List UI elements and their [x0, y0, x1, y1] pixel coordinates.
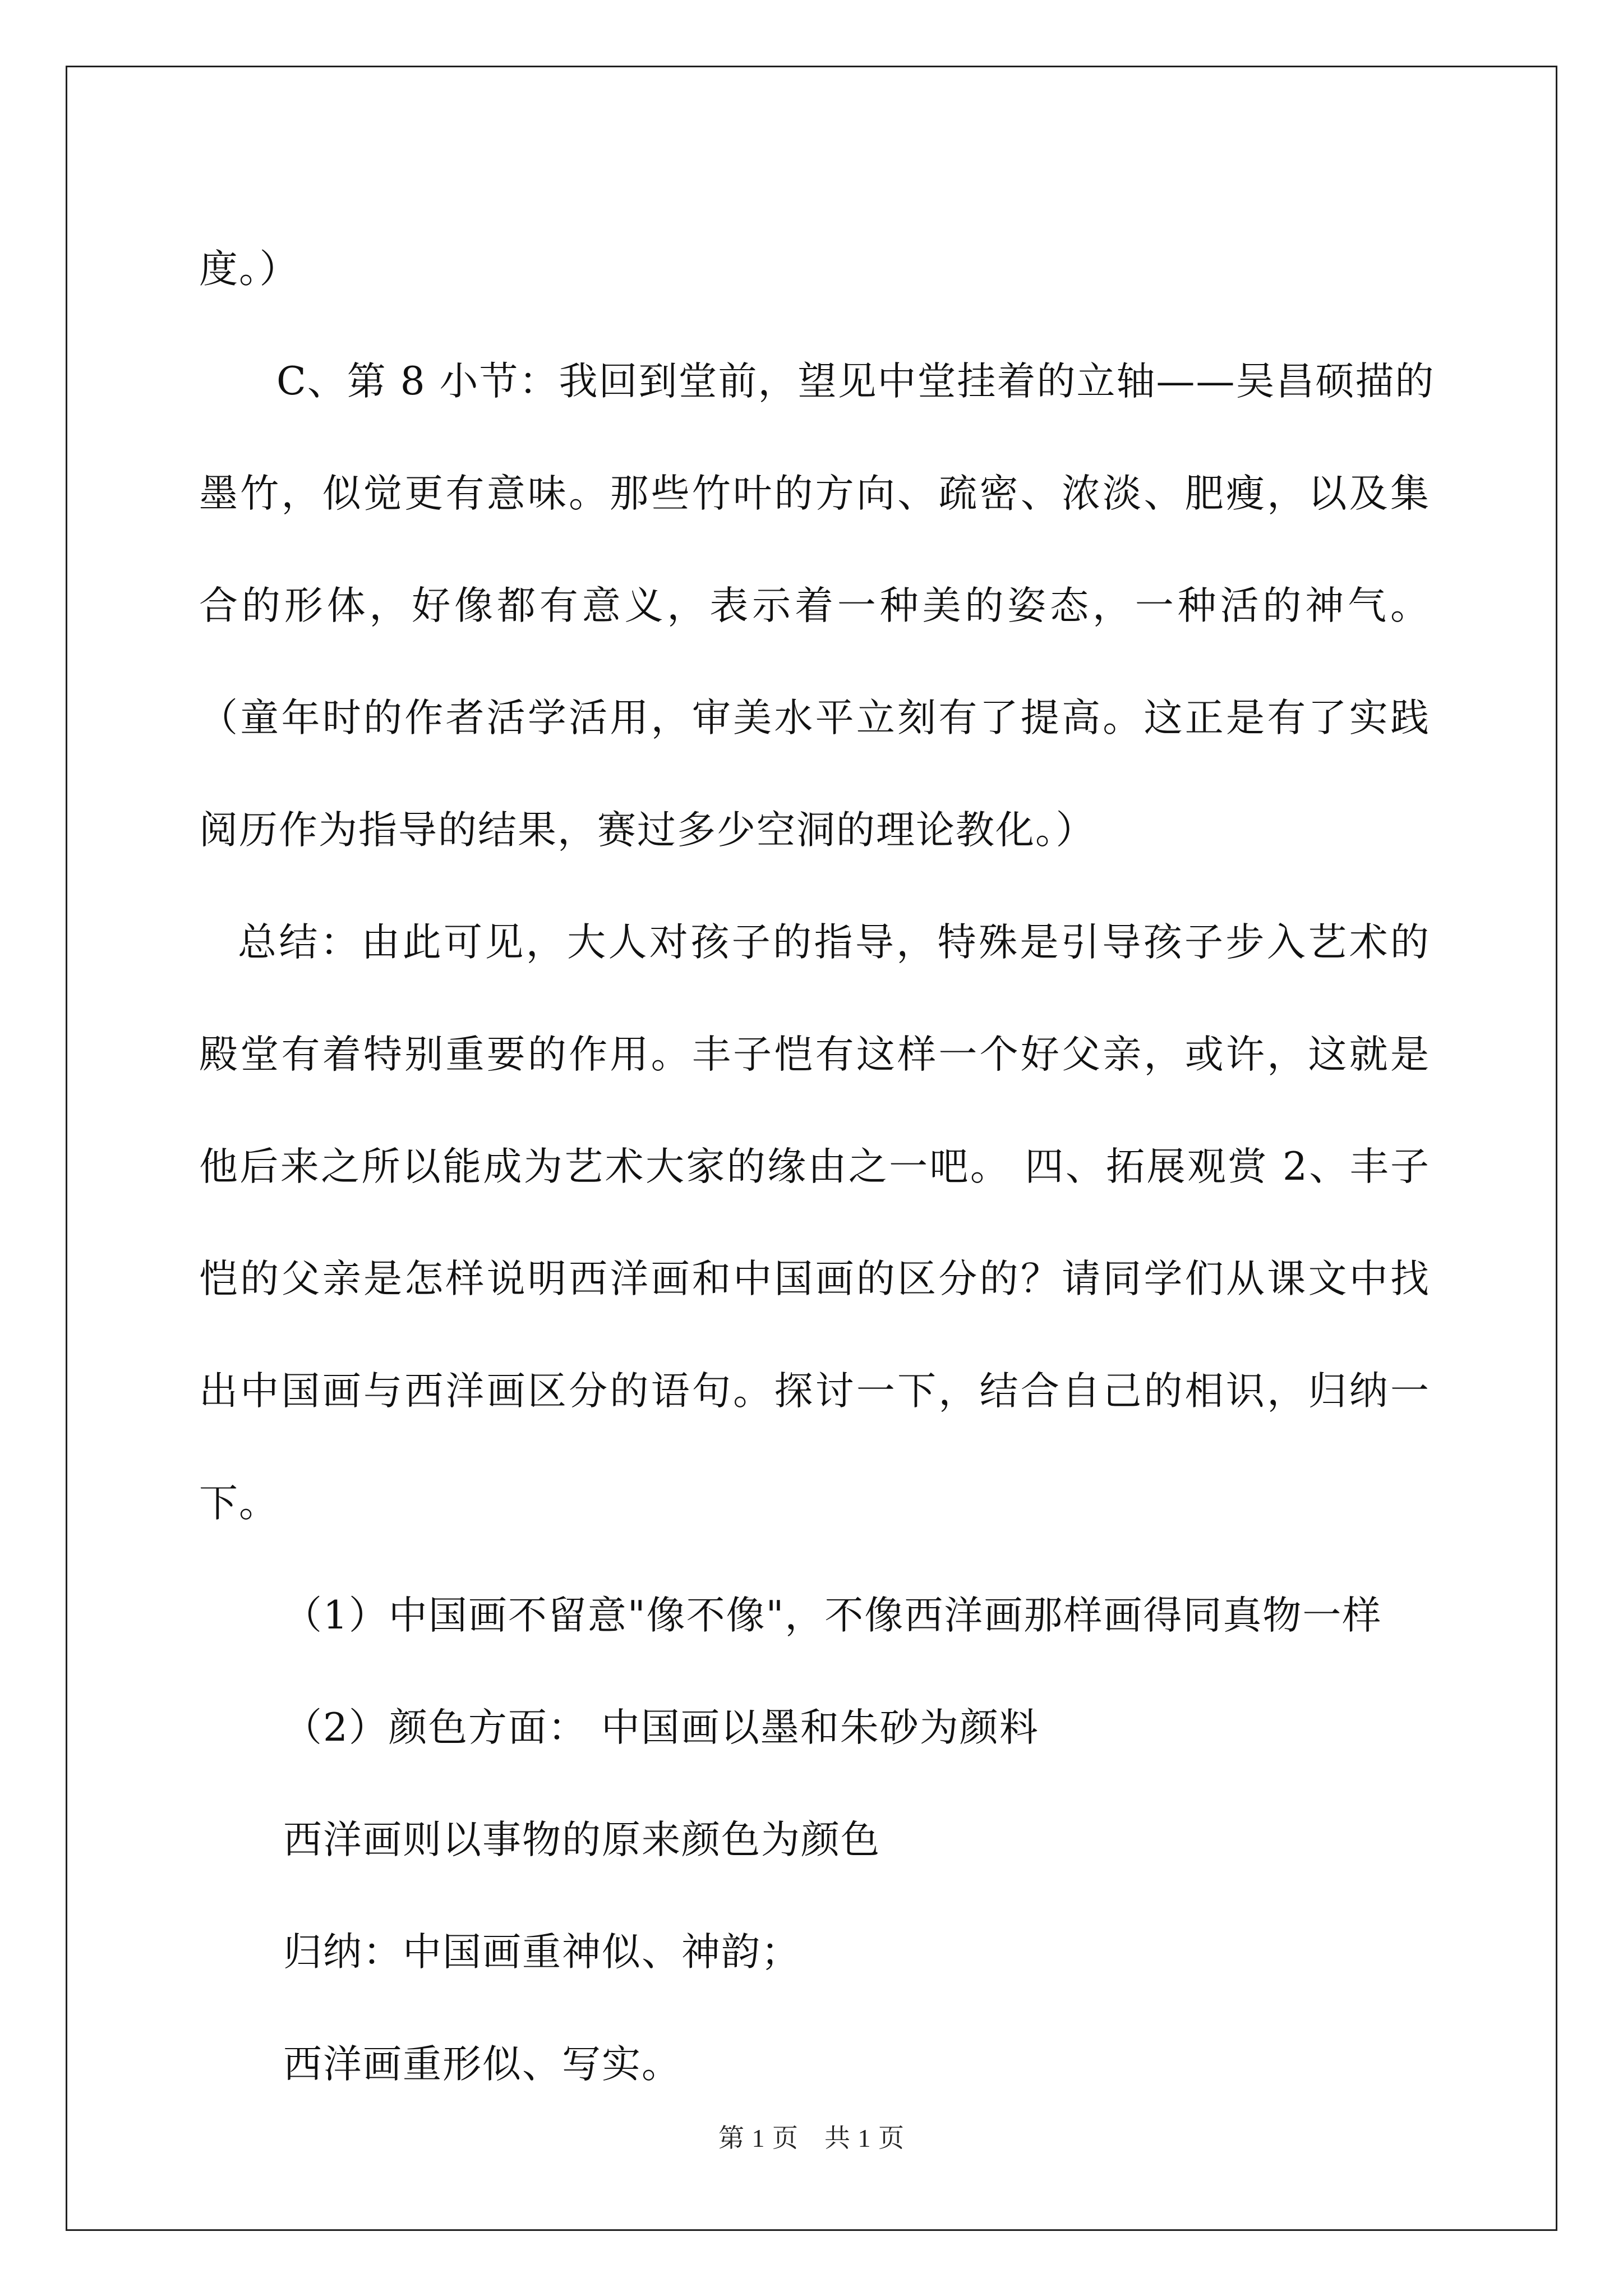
- text-line: 墨竹，似觉更有意味。那些竹叶的方向、疏密、浓淡、肥瘦，以及集: [199, 471, 1430, 516]
- text-line: 度。）: [199, 247, 299, 292]
- text-line: 西洋画重形似、写实。: [283, 2042, 681, 2087]
- text-line: 总结：由此可见，大人对孩子的指导，特殊是引导孩子步入艺术的: [238, 920, 1430, 965]
- page-number: 第 1 页: [718, 2124, 799, 2152]
- text-line: 出中国画与西洋画区分的语句。探讨一下，结合自己的相识，归纳一: [199, 1369, 1430, 1414]
- page-total: 共 1 页: [824, 2124, 905, 2152]
- text-line: 殿堂有着特别重要的作用。丰子恺有这样一个好父亲，或许，这就是: [199, 1032, 1430, 1077]
- document-body: [199, 213, 1435, 2120]
- text-line: 合的形体，好像都有意义，表示着一种美的姿态，一种活的神气。: [199, 583, 1430, 628]
- text-line: 恺的父亲是怎样说明西洋画和中国画的区分的？请同学们从课文中找: [199, 1257, 1430, 1301]
- text-line: （2）颜色方面： 中国画以墨和朱砂为颜料: [283, 1705, 1039, 1750]
- page-footer: [0, 2118, 1623, 2155]
- text-line: （1）中国画不留意"像不像"，不像西洋画那样画得同真物一样: [283, 1593, 1382, 1638]
- text-line: 阅历作为指导的结果，赛过多少空洞的理论教化。）: [199, 808, 1096, 853]
- text-line: （童年时的作者活学活用，审美水平立刻有了提高。这正是有了实践: [199, 696, 1430, 740]
- text-line: 归纳：中国画重神似、神韵；: [283, 1930, 801, 1975]
- text-line: C、第 8 小节：我回到堂前，望见中堂挂着的立轴——吴昌硕描的: [276, 359, 1435, 404]
- text-line: 他后来之所以能成为艺术大家的缘由之一吧。 四、拓展观赏 2、丰子: [199, 1144, 1430, 1189]
- text-line: 下。: [199, 1481, 279, 1526]
- text-line: 西洋画则以事物的原来颜色为颜色: [283, 1818, 880, 1862]
